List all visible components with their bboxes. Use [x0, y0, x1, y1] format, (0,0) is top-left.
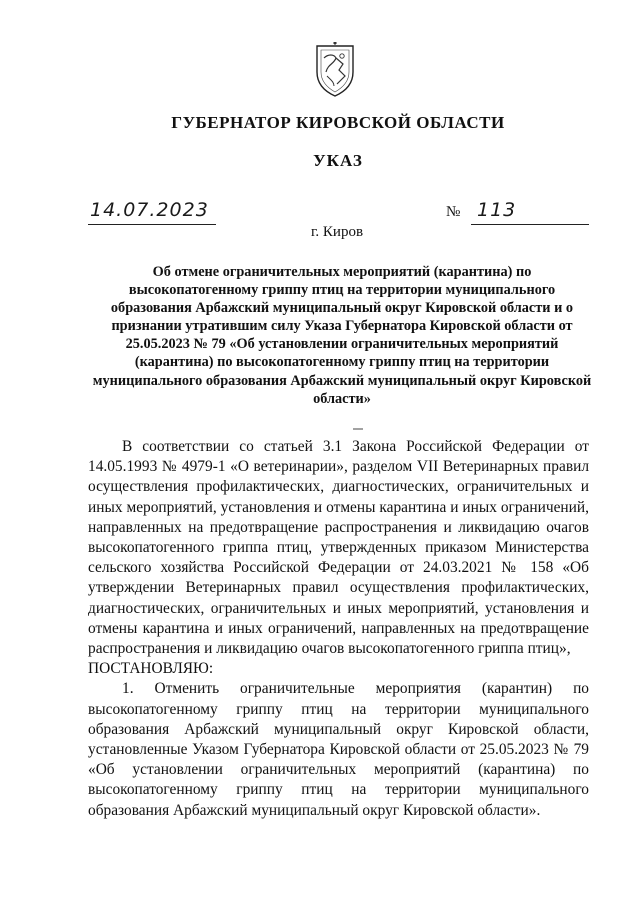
coat-of-arms-kirov-icon: [312, 42, 358, 98]
number-label: №: [446, 204, 461, 220]
issuing-authority: ГУБЕРНАТОР КИРОВСКОЙ ОБЛАСТИ: [171, 113, 505, 132]
document-type: УКАЗ: [313, 151, 363, 170]
handwritten-number: 113: [477, 199, 517, 221]
resolve-heading: ПОСТАНОВЛЯЮ:: [88, 660, 214, 678]
document-title: Об отмене ограничительных мероприятий (карантина) по высокопатогенному гриппу птиц на территории муниципального образования Арбажский муниципальный округ Кировской области и о признании утратившим силу Указа Губернатора Кировской области от 25.05.2023 № 79 «Об установлении ограничительных мероприятий (карантина) по высокопатогенному гриппу птиц на территории муниципального образования Арбажский муниципальный округ Кировской области»: [92, 264, 592, 407]
handwritten-date: 14.07.2023: [90, 199, 209, 221]
document-body: [88, 437, 589, 821]
preamble-paragraph: В соответствии со статьей 3.1 Закона Российской Федерации от 14.05.1993 № 4979-1 «О ветеринарии», разделом VII Ветеринарных правил осуществления профилактических, диагностических, ограничительных и иных мероприятий, установления и отмены карантина и иных ограничений, направленных на предотвращение распространения и ликвидацию очагов высокопатогенного гриппа птиц, утвержденных приказом Министерства сельского хозяйства Российской Федерации от 24.03.2021 № 158 «Об утверждении Ветеринарных правил осуществления профилактических, диагностических, ограничительных и иных мероприятий, установления и отмены карантина и иных ограничений, направленных на предотвращение распространения и ликвидацию очагов высокопатогенного гриппа птиц»,: [88, 438, 589, 658]
number-field: [471, 198, 589, 225]
separator-mark: [353, 428, 363, 430]
city: г. Киров: [310, 224, 364, 240]
date-field: [88, 198, 216, 225]
item-1-paragraph: 1. Отменить ограничительные мероприятия (карантин) по высокопатогенному гриппу птиц на территории муниципального образования Арбажский муниципальный округ Кировской области, установленные Указом Губернатора Кировской области от 25.05.2023 № 79 «Об установлении ограничительных мероприятий (карантина) по высокопатогенному гриппу птиц на территории муниципального образования Арбажский муниципальный округ Кировской области».: [88, 680, 589, 819]
